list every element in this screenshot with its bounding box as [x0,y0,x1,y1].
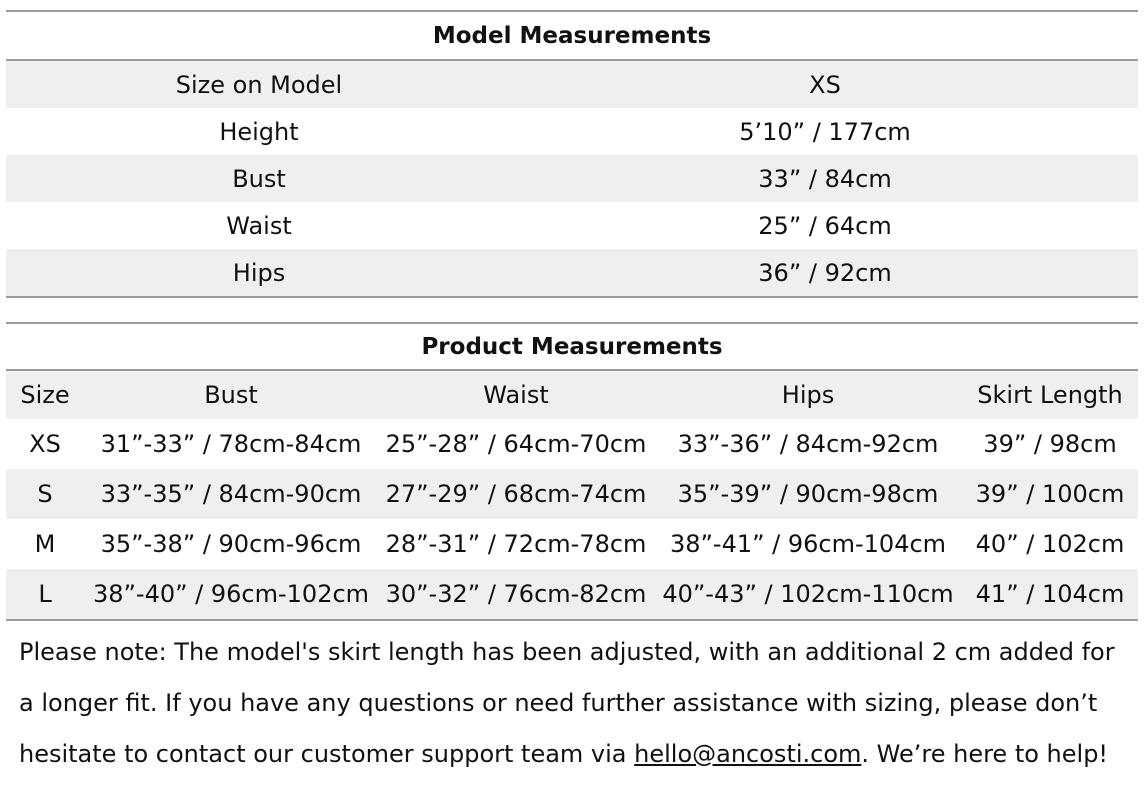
bust-cell: 38”-40” / 96cm-102cm [84,569,378,620]
model-row-label: Size on Model [6,60,512,108]
model-row-value: 5’10” / 177cm [739,117,911,146]
product-measurements-table [6,322,1138,621]
model-measurements-table [6,10,1138,298]
hips-cell: 33”-36” / 84cm-92cm [677,430,939,458]
waist-cell: 28”-31” / 72cm-78cm [385,530,647,558]
bust-cell: 33”-35” / 84cm-90cm [84,469,378,519]
size-cell: S [6,469,84,519]
size-cell: M [34,530,56,558]
table-row [6,155,1138,202]
column-header-size: Size [6,370,84,419]
bust-cell: 35”-38” / 90cm-96cm [100,530,362,558]
model-row-label: Height [219,117,299,146]
table-row [6,469,1138,519]
size-cell: L [6,569,84,620]
table-row [6,108,1138,155]
support-email-link[interactable]: hello@ancosti.com [634,740,862,768]
hips-cell: 38”-41” / 96cm-104cm [669,530,947,558]
table-row [6,419,1138,469]
skirt-length-cell: 41” / 104cm [962,569,1138,620]
column-header-waist: Waist [378,370,654,419]
model-row-label: Bust [6,155,512,202]
model-row-value: 33” / 84cm [512,155,1138,202]
skirt-length-cell: 39” / 98cm [983,430,1117,458]
table-row [6,202,1138,249]
size-cell: XS [29,430,61,458]
product-measurements-title: Product Measurements [6,323,1138,370]
hips-cell: 35”-39” / 90cm-98cm [654,469,962,519]
waist-cell: 30”-32” / 76cm-82cm [378,569,654,620]
model-row-value: 36” / 92cm [512,249,1138,297]
waist-cell: 27”-29” / 68cm-74cm [378,469,654,519]
column-header-skirt-length: Skirt Length [962,370,1138,419]
waist-cell: 25”-28” / 64cm-70cm [385,430,647,458]
sizing-note [19,627,1129,780]
table-row [6,569,1138,620]
model-row-value: 25” / 64cm [758,211,892,240]
model-row-label: Waist [226,211,292,240]
model-row-label: Hips [6,249,512,297]
column-header-bust: Bust [84,370,378,419]
model-row-value: XS [512,60,1138,108]
sizing-note-closing: . We’re here to help! [861,740,1109,768]
table-row [6,249,1138,297]
hips-cell: 40”-43” / 102cm-110cm [654,569,962,620]
skirt-length-cell: 40” / 102cm [975,530,1125,558]
bust-cell: 31”-33” / 78cm-84cm [100,430,362,458]
table-row [6,60,1138,108]
skirt-length-cell: 39” / 100cm [962,469,1138,519]
table-header-row [6,370,1138,419]
table-row [6,519,1138,569]
sizing-note-text: Please note: The model's skirt length has been adjusted, with an additional 2 cm added for a longer fit. If you have any questions or need further assistance with sizing, please don’t hesitate to contact our customer support team via [19,638,1115,768]
column-header-hips: Hips [654,370,962,419]
model-measurements-title: Model Measurements [6,11,1138,60]
